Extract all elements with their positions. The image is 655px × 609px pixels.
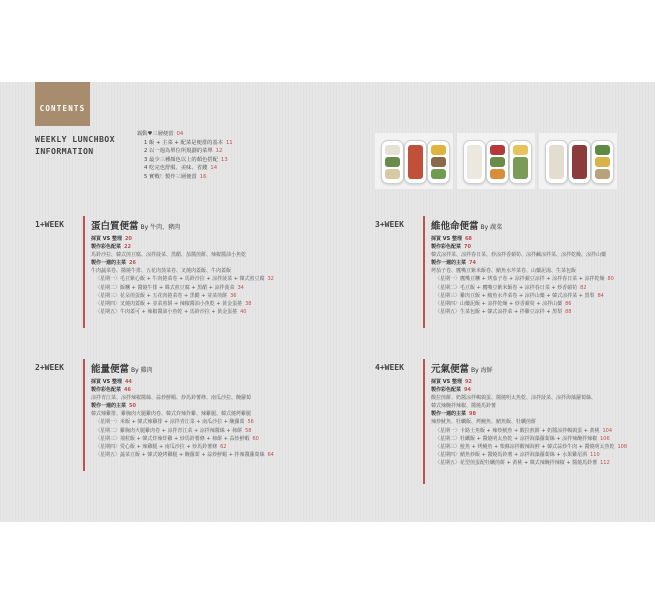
contents-label: CONTENTS <box>39 104 86 113</box>
item-text: 〈星期三〉雞肉豆飯 + 鯖魚水芹菜卷 + 涼拌山藥 + 韓式涼拌菜 + 黑梨 <box>435 292 595 299</box>
section-items <box>91 235 301 316</box>
menu-day-item <box>91 284 301 292</box>
item-text: 採買 VS 整理 <box>431 236 462 242</box>
item-text: 韓式涼拌菜、涼拌春日菜、炒涼拌香蘋筍、涼拌鹹涼拌菜、涼拌乾燥、涼拌山藥 <box>431 252 607 259</box>
menu-day-item <box>91 275 301 283</box>
item-description <box>431 394 641 402</box>
item-text: 製作彩色配菜 <box>431 387 462 394</box>
intro-item <box>137 173 277 182</box>
red-divider <box>423 216 425 328</box>
item-heading <box>431 259 641 267</box>
item-description <box>91 410 301 418</box>
item-page-number: 26 <box>129 260 136 267</box>
item-text: 〈星期一〉卡路士魚飯 + 辣炒魷魚 + 酸拉煎餅 + 奶醬涼拌鵪鶉蛋 + 黃桃 <box>435 427 600 434</box>
menu-day-item <box>431 443 641 451</box>
intro-item <box>137 156 277 165</box>
item-page-number: 94 <box>464 387 471 394</box>
item-text: 〈星期三〉花朵煎蛋飯 + 五花肉捲菜卷 + 黑醋 + 並菜煎餅 <box>95 292 228 299</box>
intro-item-page: 16 <box>199 173 207 180</box>
item-page-number: 110 <box>590 451 600 458</box>
item-heading <box>91 235 301 243</box>
heading-line-1: WEEKLY LUNCHBOX <box>35 134 115 144</box>
item-text: 採買 VS 整理 <box>91 236 122 242</box>
intro-item-text: 霸動♥三層便當 <box>137 131 174 137</box>
week-label: 4+WEEK <box>375 363 404 372</box>
item-text: 〈星期一〉毛豆紫心飯 + 牛肉捲菜卷 + 馬鈴沙拉 + 涼拌菠菜 + 韓式煎豆腐 <box>95 276 265 283</box>
week-label: 2+WEEK <box>35 363 64 372</box>
section-items <box>431 378 641 467</box>
intro-item-page: 13 <box>220 156 228 163</box>
item-page-number: 98 <box>469 411 476 418</box>
item-page-number: 80 <box>607 276 614 283</box>
menu-day-item <box>431 459 641 467</box>
menu-day-item <box>91 427 301 435</box>
intro-item <box>137 130 277 139</box>
menu-day-item <box>91 451 301 459</box>
item-text: 韓式辣雞排、雞胸肉火腿雞肉卷、韓式炸辣炸雞、辣雞腿、韓式燒烤雞腿 <box>91 411 252 418</box>
menu-day-item <box>91 292 301 300</box>
intro-item <box>137 139 277 148</box>
intro-item-page: 12 <box>215 148 223 155</box>
item-page-number: 32 <box>267 276 274 283</box>
item-heading <box>91 243 301 251</box>
item-page-number: 82 <box>580 284 587 291</box>
item-heading <box>91 402 301 410</box>
menu-day-item <box>431 284 641 292</box>
item-description <box>431 402 641 410</box>
item-page-number: 68 <box>464 236 472 242</box>
item-page-number: 104 <box>602 427 613 434</box>
item-text: 〈星期四〉山藥泥飯 + 涼拌乾燥 + 炒香蘋筍 + 涼拌山藥 <box>435 300 563 307</box>
intro-item-text: 4 吃完也舒服、美味、省錢 <box>144 165 208 172</box>
section-items <box>91 378 301 459</box>
intro-item-page: 11 <box>225 139 233 146</box>
section-title: 蛋白質便當 By 牛肉、豬肉 <box>91 221 181 232</box>
menu-day-item <box>91 308 301 316</box>
item-page-number: 44 <box>124 379 132 385</box>
item-text: 製作一週的主菜 <box>91 403 127 410</box>
item-heading <box>91 386 301 394</box>
item-text: 〈星期二〉牡蠣飯 + 醬燒明太魚乾 + 涼拌海藻蘿蔔絲 + 涼拌辣醃拌辣椒 <box>435 435 598 442</box>
item-text: 製作彩色配菜 <box>91 387 122 394</box>
menu-day-item <box>431 451 641 459</box>
item-text: 酸拉煎餅、奶醬涼拌鵪鶉蛋、醬燒明太魚乾、涼拌菠菜、涼拌海藻蘿蔔絲、 <box>431 395 597 402</box>
item-description <box>431 267 641 275</box>
item-page-number: 36 <box>230 292 237 299</box>
item-text: 製作一週的主菜 <box>431 260 467 267</box>
item-page-number: 38 <box>245 300 252 307</box>
section-title: 能量便當 By 雞肉 <box>91 364 153 375</box>
item-text: 製作一週的主菜 <box>431 411 467 418</box>
item-text: 〈星期五〉蔬菜豆飯 + 韓式燒烤雞腿 + 醃蘿蔔 + 蒜炒鮮蝦 + 拌辣醬蘿蔔絲 <box>95 451 265 458</box>
week-label: 1+WEEK <box>35 220 64 229</box>
section-items <box>431 235 641 316</box>
item-text: 製作一週的主菜 <box>91 260 127 267</box>
item-text: 〈星期四〉鯖魚炒飯 + 醬燒馬鈴薯 + 涼拌海藻蘿蔔絲 + 水果雞尾酒 <box>435 451 588 458</box>
menu-day-item <box>431 427 641 435</box>
intro-item-text: 5 實戰！製作三層便當 <box>144 173 197 180</box>
intro-item <box>137 147 277 156</box>
item-description <box>431 251 641 259</box>
item-text: 製作彩色配菜 <box>91 244 122 251</box>
item-text: 採買 VS 整理 <box>91 379 122 385</box>
lunchbox-photo-3 <box>539 133 617 189</box>
item-text: 採買 VS 整理 <box>431 379 462 385</box>
item-text: 〈星期三〉飛粒飯 + 韓式炸辣炸雞 + 炒馬鈴薯條 + 柿餅 + 蒜炒鮮蝦 <box>95 435 250 442</box>
menu-day-item <box>91 418 301 426</box>
item-page-number: 22 <box>124 244 131 251</box>
item-page-number: 106 <box>600 435 610 442</box>
item-page-number: 20 <box>124 236 132 242</box>
item-text: 製作彩色配菜 <box>431 244 462 251</box>
item-text: 〈星期一〉鷹嘴豆糰 + 烤茄子卷 + 涼拌蘋豆涼拌 + 涼拌春日菜 + 涼拌乾燥 <box>435 276 605 283</box>
item-description <box>91 394 301 402</box>
item-page-number: 50 <box>129 403 136 410</box>
lunchbox-photo-2 <box>457 133 535 189</box>
item-page-number: 92 <box>464 379 472 385</box>
item-heading <box>431 235 641 243</box>
intro-item-text: 2 以一週為單位所規劃的菜單 <box>144 148 213 155</box>
item-heading <box>431 386 641 394</box>
intro-item-text: 1 飯 + 主菜 + 配菜是便當的基本 <box>144 139 223 146</box>
item-page-number: 74 <box>469 260 476 267</box>
lunchbox-photo-1 <box>375 133 453 189</box>
item-text: 〈星期四〉叉燒肉蓋飯 + 並菜煎餅 + 辣椒醬油小魚乾 + 黃金蛋捲 <box>95 300 243 307</box>
item-heading <box>91 378 301 386</box>
item-page-number: 88 <box>565 308 572 315</box>
item-page-number: 112 <box>600 459 610 466</box>
item-page-number: 60 <box>252 435 259 442</box>
item-text: 韓式辣醃拌辣椒、醬燒馬鈴薯 <box>431 403 497 410</box>
item-description <box>91 267 301 275</box>
item-heading <box>431 243 641 251</box>
menu-day-item <box>431 292 641 300</box>
item-text: 〈星期二〉雞胸肉火腿雞肉卷 + 涼拌青江菜 + 涼拌辣醬絲 + 柿餅 <box>95 427 243 434</box>
item-page-number: 58 <box>245 427 252 434</box>
item-page-number: 34 <box>237 284 244 291</box>
item-text: 涼拌青江菜、涼拌辣椒醬絲、蒜炒鮮蝦、炒馬鈴薯條、南瓜沙拉、醃蘿蔔 <box>91 395 252 402</box>
item-description <box>91 251 301 259</box>
item-page-number: 70 <box>464 244 471 251</box>
intro-list <box>137 130 277 182</box>
item-text: 烤茄子卷、鷹嘴豆紫米飯卷、鯖魚水芹菜卷、山藥泥湯、生菜包飯 <box>431 268 577 275</box>
page-heading <box>35 133 130 157</box>
item-text: 〈星期三〉鮭魚 + 烤鰻魚 + 柴蘇涼拌酸辣海鮮 + 韓式蒜炒牛肉 + 醬燒明太魚乾 <box>435 443 615 450</box>
item-page-number: 86 <box>565 300 572 307</box>
item-text: 〈星期五〉牛肉蓋可 + 辣椒醬油小魚乾 + 馬鈴沙拉 + 黃金蛋捲 <box>95 308 238 315</box>
item-text: 馬鈴沙拉、韓式煎豆腐、涼拌菠菜、黑醋、茄醬煎餅、辣椒醬油小魚乾 <box>91 252 247 259</box>
item-heading <box>91 259 301 267</box>
item-text: 〈星期一〉米飯 + 韓式辣雞排 + 涼拌青江菜 + 南瓜沙拉 + 醃蘿蔔 <box>95 419 245 426</box>
item-page-number: 64 <box>267 451 274 458</box>
item-text: 〈星期四〉愛心飯 + 辣雞腿 + 南瓜沙拉 + 炒馬鈴薯條 <box>95 443 218 450</box>
item-text: 〈星期二〉毛豆飯 + 鷹嘴豆紫米飯卷 + 涼拌春日菜 + 炒香蘋筍 <box>435 284 578 291</box>
section-title: 元氣便當 By 海鮮 <box>431 364 493 375</box>
item-description <box>431 418 641 426</box>
item-text: 牛肉蔬菜卷、醬燒牛排、五花肉蒸菜卷、叉燒肉蓋飯、牛肉蓋飯 <box>91 268 232 275</box>
menu-day-item <box>91 300 301 308</box>
item-heading <box>431 410 641 418</box>
red-divider <box>423 359 425 484</box>
item-text: 辣炒魷魚、牡蠣飯、烤鰻魚、鯖魚飯、牡蠣煎餅 <box>431 419 537 426</box>
menu-day-item <box>431 435 641 443</box>
intro-item-text: 3 最少三種顏色以上的顏色搭配 <box>144 156 218 163</box>
intro-item <box>137 164 277 173</box>
section-title: 維他命便當 By 蔬菜 <box>431 221 503 232</box>
menu-day-item <box>431 308 641 316</box>
red-divider <box>83 216 85 328</box>
item-text: 〈星期五〉生菜包飯 + 韓式涼拌菜 + 拌雞豆涼拌 + 黑梨 <box>435 308 563 315</box>
heading-line-2: INFORMATION <box>35 146 94 156</box>
item-page-number: 62 <box>220 443 227 450</box>
item-heading <box>431 378 641 386</box>
item-text: 〈星期五〉花型煎蛋配牡蠣煎餅 + 黃桃 + 韓式辣醃拌辣椒 + 醬燒馬鈴薯 <box>435 459 598 466</box>
intro-item-page: 14 <box>210 165 218 172</box>
item-page-number: 108 <box>617 443 628 450</box>
intro-item-page: 04 <box>176 131 184 137</box>
menu-day-item <box>431 275 641 283</box>
item-page-number: 56 <box>247 419 254 426</box>
menu-day-item <box>431 300 641 308</box>
item-page-number: 40 <box>240 308 247 315</box>
menu-day-item <box>91 443 301 451</box>
menu-day-item <box>91 435 301 443</box>
red-divider <box>83 359 85 471</box>
week-label: 3+WEEK <box>375 220 404 229</box>
item-text: 〈星期二〉飯糰 + 醬燒牛排 + 韓式煎豆腐 + 黑醋 + 涼拌菠菜 <box>95 284 235 291</box>
item-page-number: 84 <box>597 292 604 299</box>
item-page-number: 46 <box>124 387 131 394</box>
